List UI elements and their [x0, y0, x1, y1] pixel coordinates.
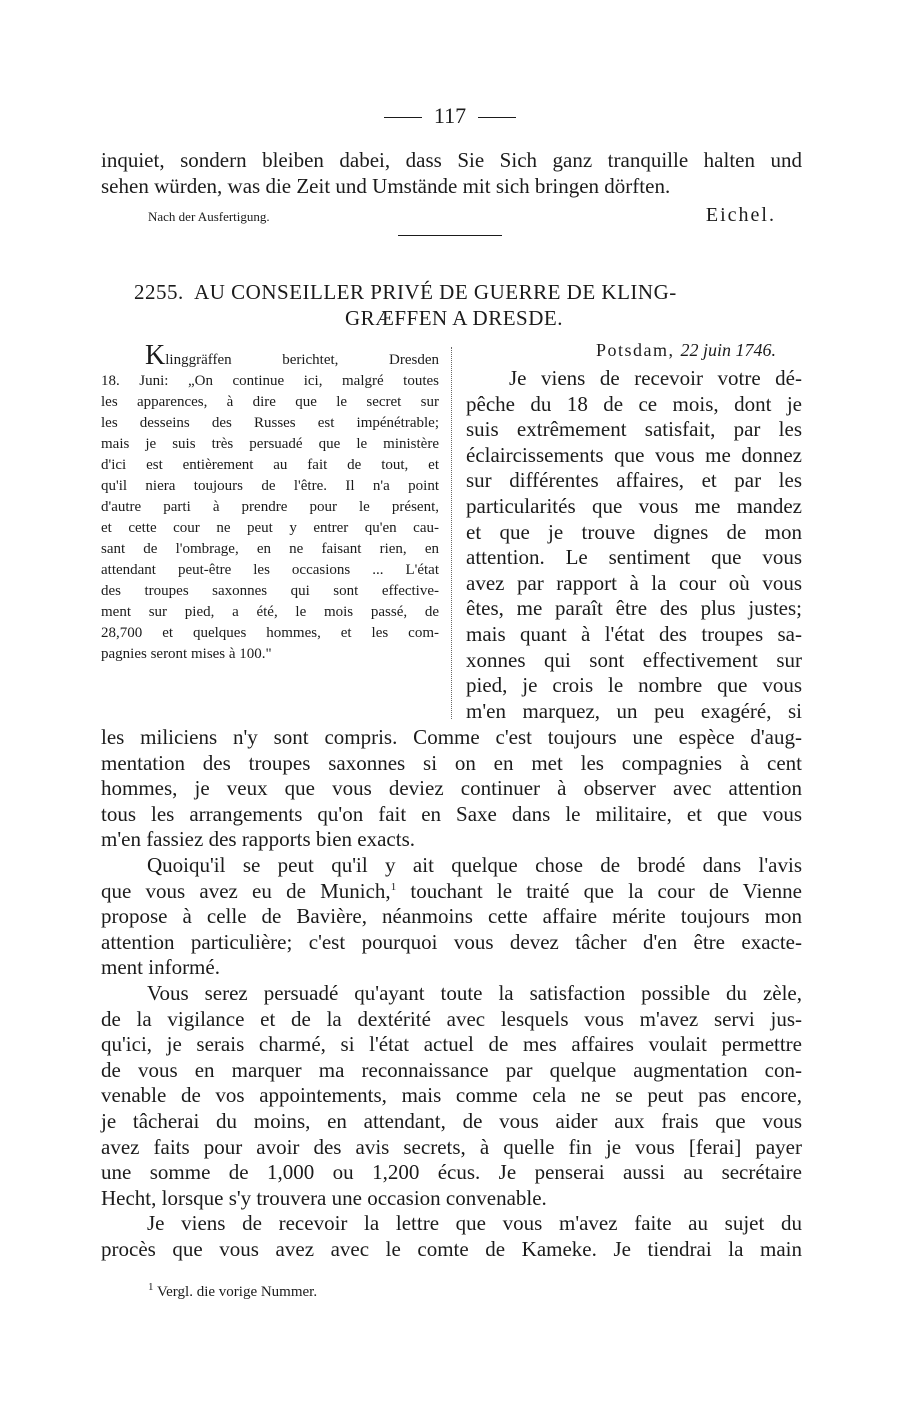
text-line: ment sur pied, a été, le mois passé, de	[101, 604, 439, 620]
dateline-date: 22 juin 1746.	[680, 340, 776, 360]
footnote-text: Vergl. die vorige Nummer.	[156, 1284, 318, 1300]
text-line: tous les arrangements qu'on fait en Saxe dans le militaire, et que vous	[101, 801, 802, 826]
header-dash-right	[478, 117, 516, 118]
text-line: 18. Juni: „On continue ici, malgré toutes	[101, 373, 439, 389]
text-line	[101, 879, 802, 905]
text-line: attention. Le sentiment que vous	[466, 545, 802, 570]
text-line: pied, je crois le nombre que vous	[466, 673, 802, 698]
text-line: venable de vos appointements, mais comme cela ne se peut pas encore,	[101, 1083, 802, 1108]
report-summary	[101, 340, 439, 665]
text-line: sur différentes affaires, et par les	[466, 468, 802, 493]
text-line: xonnes qui sont effectivement sur	[466, 647, 802, 672]
footnote-reference[interactable]: 1	[390, 880, 397, 893]
text-line: suis extrêmement satisfait, par les	[466, 417, 802, 442]
text-line: pagnies seront mises à 100."	[101, 646, 272, 662]
section-rule	[398, 235, 502, 236]
text-line: les miliciens n'y sont compris. Comme c'est toujours une espèce d'aug-	[101, 725, 802, 749]
text-line: m'en fassiez des rapports bien exacts.	[101, 827, 416, 852]
text-fragment: touchant le traité que la cour de Vienne	[396, 878, 802, 903]
text-line: une somme de 1,000 ou 1,200 écus. Je penserai aussi au secrétaire	[101, 1160, 802, 1185]
text-line: mais je suis très persuadé que le ministère	[101, 436, 439, 452]
text-line: d'autre parti à prendre pour le présent,	[101, 499, 439, 515]
continuation-paragraph	[101, 148, 802, 199]
text-line: Je viens de recevoir votre dé-	[509, 366, 802, 390]
text-line: procès que vous avez avec le comte de Kameke. Je tiendrai la main	[101, 1236, 802, 1261]
heading-line-1: AU CONSEILLER PRIVÉ DE GUERRE DE KLING-	[194, 280, 677, 304]
text-line: linggräffen berichtet, Dresden	[165, 352, 439, 368]
letter-body	[101, 725, 802, 1262]
column-divider	[451, 347, 452, 719]
text-fragment: que vous avez eu de Munich,	[101, 878, 391, 903]
text-line: les desseins des Russes est impénétrable;	[101, 415, 439, 431]
text-line: avez faits pour avoir des avis secrets, à quelle fin je vous [ferai] payer	[101, 1134, 802, 1159]
page-number: 117	[433, 103, 467, 128]
page-header	[0, 101, 900, 131]
signature: Eichel.	[705, 204, 776, 226]
text-line: hommes, je veux que vous deviez continuer à observer avec attention	[101, 776, 802, 801]
dateline-place: Potsdam,	[595, 340, 675, 360]
heading-line-2: GRÆFFEN A DRESDE.	[345, 306, 563, 330]
text-line: êtes, me paraît être des plus justes;	[466, 596, 802, 621]
text-line: Quoiqu'il se peut qu'il y ait quelque chose de brodé dans l'avis	[147, 852, 802, 877]
text-line: et cette cour ne peut y entrer qu'en cau-	[101, 520, 439, 536]
text-line: attendant peut-être les occasions ... L'état	[101, 562, 439, 578]
text-line: de vous en marquer ma reconnaissance par quelque augmentation con-	[101, 1057, 802, 1082]
text-line: Vous serez persuadé qu'ayant toute la satisfaction possible du zèle,	[147, 980, 802, 1005]
text-line: m'en marquez, un peu exagéré, si	[466, 698, 802, 723]
text-line: les apparences, à dire que le secret sur	[101, 394, 439, 410]
text-line: mais quant à l'état des troupes sa-	[466, 621, 802, 646]
letter-opening-column	[466, 366, 802, 724]
text-line: qu'ici, je serais charmé, si l'état actuel de mes affaires voulait permettre	[101, 1032, 802, 1057]
text-line: éclaircissements que vous me donnez	[466, 442, 802, 467]
summary-first-line	[101, 340, 439, 371]
text-line: 28,700 et quelques hommes, et les com-	[101, 625, 439, 641]
text-line: des troupes saxonnes qui sont effective-	[101, 583, 439, 599]
text-line: attention particulière; c'est pourquoi vous devez tâcher d'en être exacte-	[101, 929, 802, 954]
letter-number: 2255.	[134, 280, 184, 304]
text-line: et que je trouve dignes de mon	[466, 519, 802, 544]
text-line: particularités que vous me mandez	[466, 493, 802, 518]
text-line: sehen würden, was die Zeit und Umstände mit sich bringen dörften.	[101, 173, 671, 198]
text-line: mentation des troupes saxonnes si on en met les compagnies à cent	[101, 750, 802, 775]
footnote	[148, 1281, 318, 1301]
text-line: ment informé.	[101, 955, 220, 980]
text-line: avez par rapport à la cour où vous	[466, 570, 802, 595]
letter-heading	[134, 279, 774, 331]
dateline	[466, 340, 776, 361]
text-line: pêche du 18 de ce mois, dont je	[466, 391, 802, 416]
summary-initial: K	[145, 340, 166, 371]
text-line: Je viens de recevoir la lettre que vous m'avez faite au sujet du	[147, 1211, 802, 1236]
text-line: de la vigilance et de la dextérité avec lesquels vous m'avez servi jus-	[101, 1006, 802, 1031]
source-note: Nach der Ausfertigung.	[148, 209, 270, 224]
text-line: Hecht, lorsque s'y trouvera une occasion convenable.	[101, 1185, 547, 1210]
footnote-marker: 1	[148, 1281, 154, 1293]
text-line: je tâcherai du moins, en attendant, de vous aider aux frais que vous	[101, 1108, 802, 1133]
text-line: inquiet, sondern bleiben dabei, dass Sie Sich ganz tranquille halten und	[101, 148, 802, 172]
text-line: propose à celle de Bavière, néanmoins cette affaire mérite toujours mon	[101, 904, 802, 929]
text-line: sant de l'ombrage, en ne faisant rien, en	[101, 541, 439, 557]
text-line: d'ici est entièrement au fait de tout, et	[101, 457, 439, 473]
header-dash-left	[384, 117, 422, 118]
text-line: qu'il niera toujours de l'être. Il n'a point	[101, 478, 439, 494]
